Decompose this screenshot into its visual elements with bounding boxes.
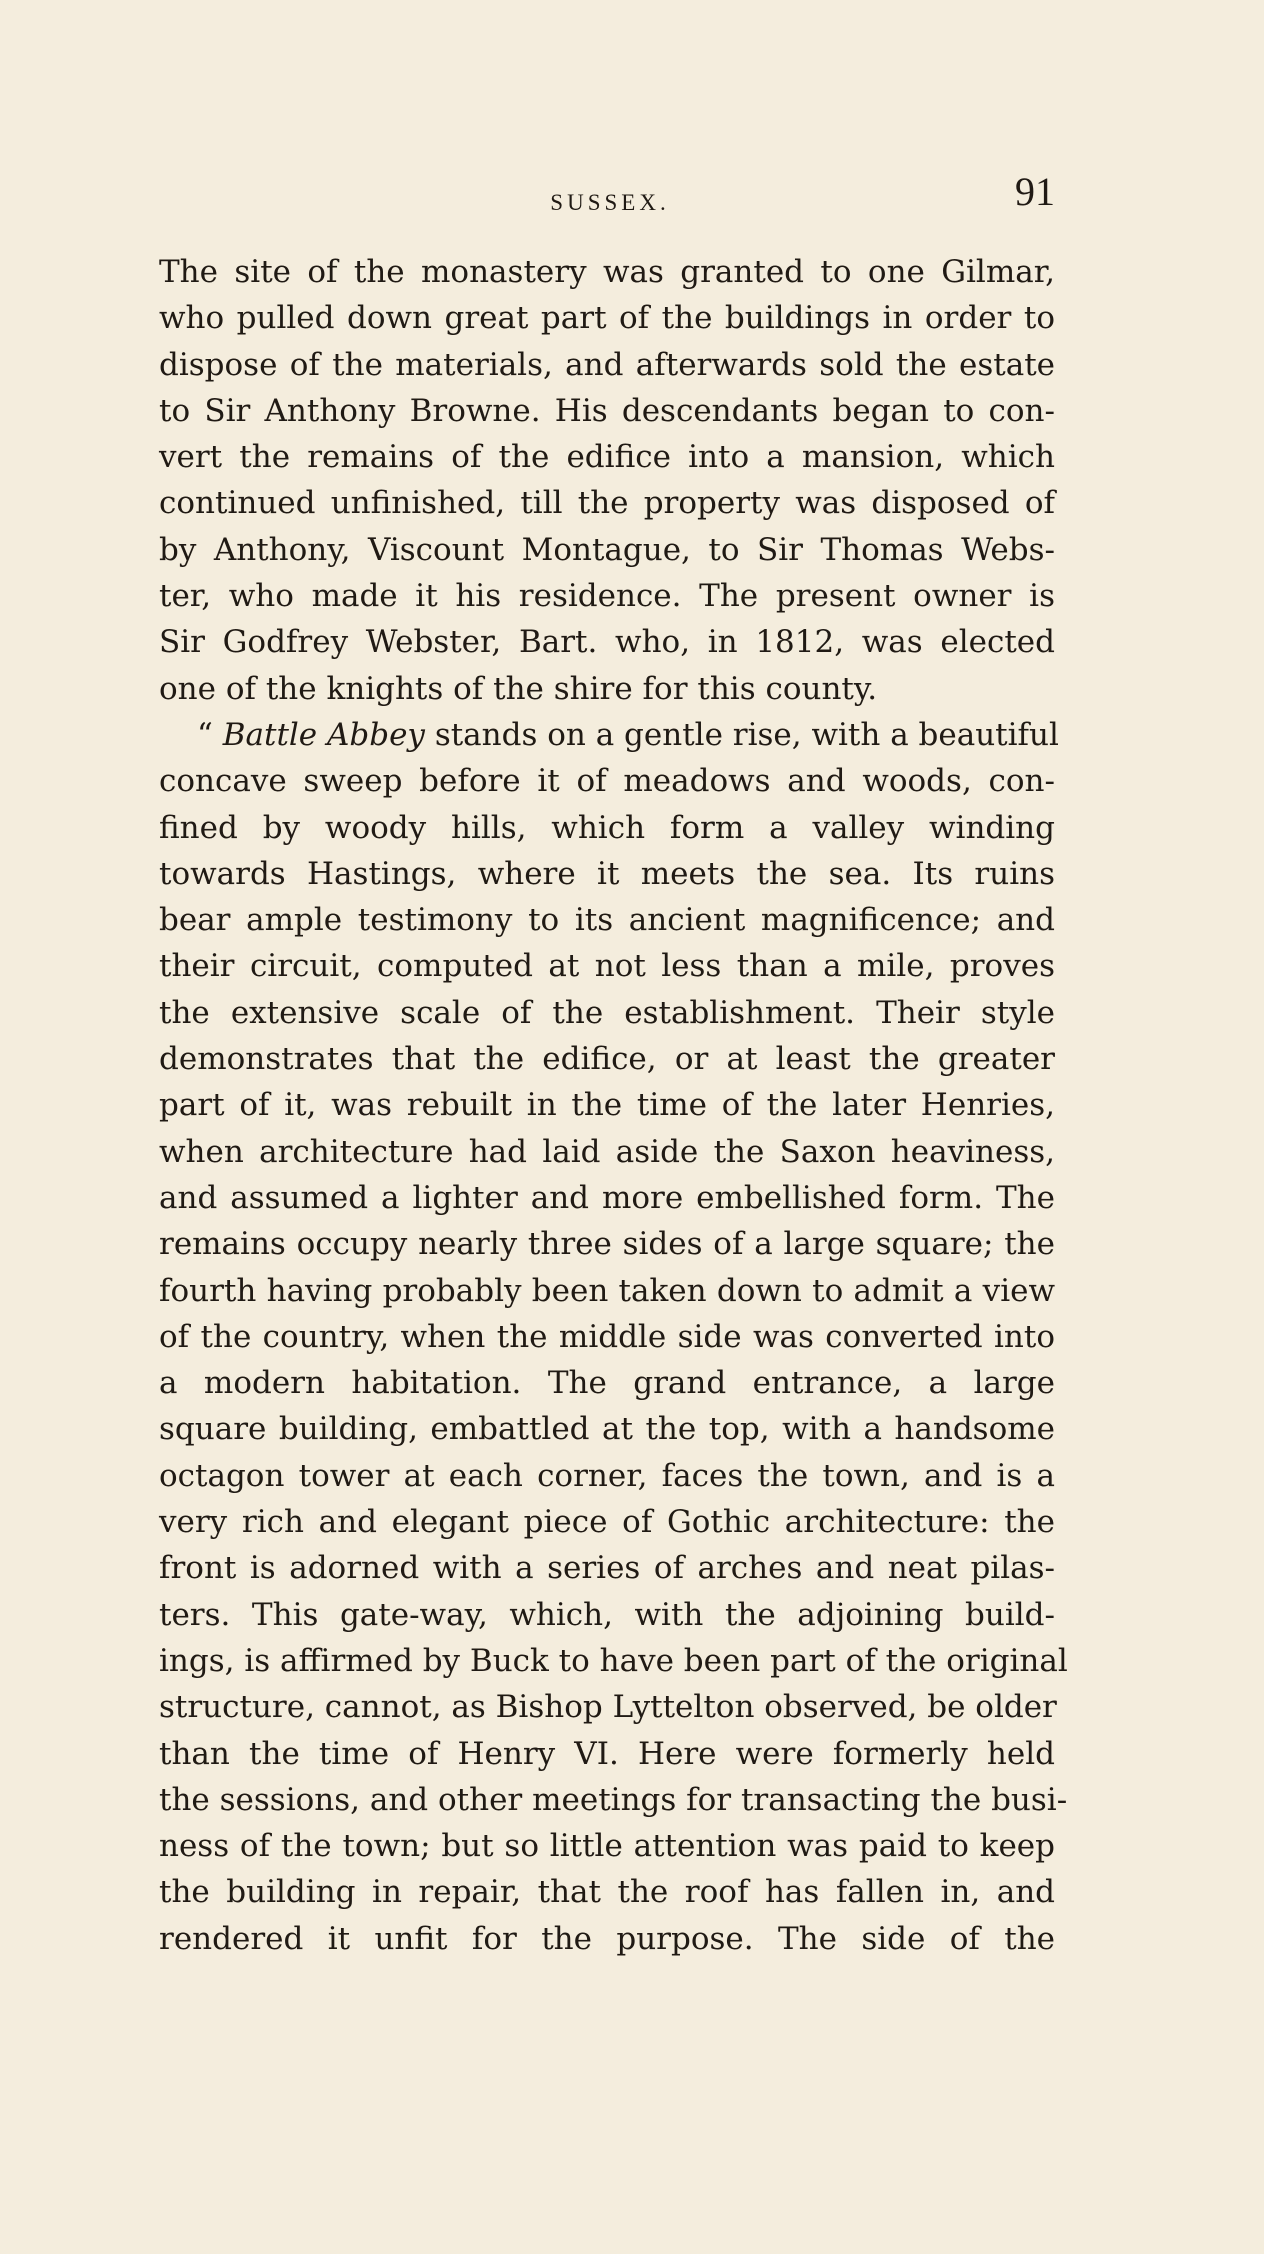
text-line: than the time of Henry VI. Here were formerly held: [159, 1735, 1055, 1772]
text-line: fourth having probably been taken down to admit a view: [159, 1272, 1055, 1309]
text-line-rest: stands on a gentle rise, with a beautiful: [434, 716, 1059, 753]
text-line: towards Hastings, where it meets the sea. Its ruins: [159, 855, 1055, 892]
text-line: concave sweep before it of meadows and woods, con-: [159, 763, 1055, 800]
italic-phrase: Battle Abbey: [222, 716, 425, 753]
text-line: their circuit, computed at not less than a mile, proves: [159, 948, 1055, 985]
text-line: ter, who made it his residence. The present owner is: [159, 578, 1055, 615]
text-line: front is adorned with a series of arches and neat pilas-: [159, 1550, 1055, 1587]
page-number: 91: [1015, 169, 1055, 214]
text-line: Sir Godfrey Webster, Bart. who, in 1812, was elected: [159, 624, 1055, 661]
running-head-title: SUSSEX.: [550, 190, 670, 215]
text-line: fined by woody hills, which form a valley winding: [159, 809, 1055, 846]
text-line: demonstrates that the edifice, or at least the greater: [159, 1041, 1055, 1078]
text-line: bear ample testimony to its ancient magnificence; and: [159, 902, 1055, 939]
text-line: of the country, when the middle side was converted into: [159, 1318, 1055, 1355]
text-line: very rich and elegant piece of Gothic architecture: the: [159, 1504, 1055, 1541]
paragraph-start-line: [159, 712, 1059, 758]
text-line: ings, is affirmed by Buck to have been part of the original: [159, 1642, 1068, 1679]
running-head: [165, 168, 1055, 238]
text-line: rendered it unfit for the purpose. The side of the: [159, 1920, 1055, 1957]
text-line: a modern habitation. The grand entrance, a large: [159, 1365, 1055, 1402]
text-line: who pulled down great part of the buildings in order to: [159, 300, 1055, 337]
text-line: and assumed a lighter and more embellished form. The: [159, 1179, 1055, 1216]
text-line: structure, cannot, as Bishop Lyttelton observed, be older: [159, 1689, 1057, 1726]
text-line: octagon tower at each corner, faces the town, and is a: [159, 1457, 1055, 1494]
body-text: [159, 249, 1068, 1962]
text-line: vert the remains of the edifice into a mansion, which: [159, 439, 1055, 476]
text-line: one of the knights of the shire for this county.: [159, 670, 878, 707]
text-line: part of it, was rebuilt in the time of the later Henries,: [159, 1087, 1055, 1124]
text-line: ters. This gate-way, which, with the adjoining build-: [159, 1596, 1055, 1633]
text-line: The site of the monastery was granted to one Gilmar,: [159, 254, 1055, 290]
text-line: dispose of the materials, and afterwards sold the estate: [159, 346, 1055, 383]
text-line: the building in repair, that the roof has fallen in, and: [159, 1874, 1055, 1911]
text-line: by Anthony, Viscount Montague, to Sir Thomas Webs-: [159, 531, 1055, 568]
opening-quote: “: [197, 716, 213, 753]
text-line: the sessions, and other meetings for transacting the busi-: [159, 1781, 1068, 1818]
text-line: square building, embattled at the top, with a handsome: [159, 1411, 1055, 1448]
text-line: remains occupy nearly three sides of a large square; the: [159, 1226, 1055, 1263]
text-line: ness of the town; but so little attention was paid to keep: [159, 1828, 1055, 1865]
text-line: to Sir Anthony Browne. His descendants began to con-: [159, 392, 1055, 429]
text-line: continued unfinished, till the property was disposed of: [159, 485, 1055, 522]
text-line: the extensive scale of the establishment. Their style: [159, 994, 1055, 1031]
text-line: when architecture had laid aside the Saxon heaviness,: [159, 1133, 1055, 1170]
